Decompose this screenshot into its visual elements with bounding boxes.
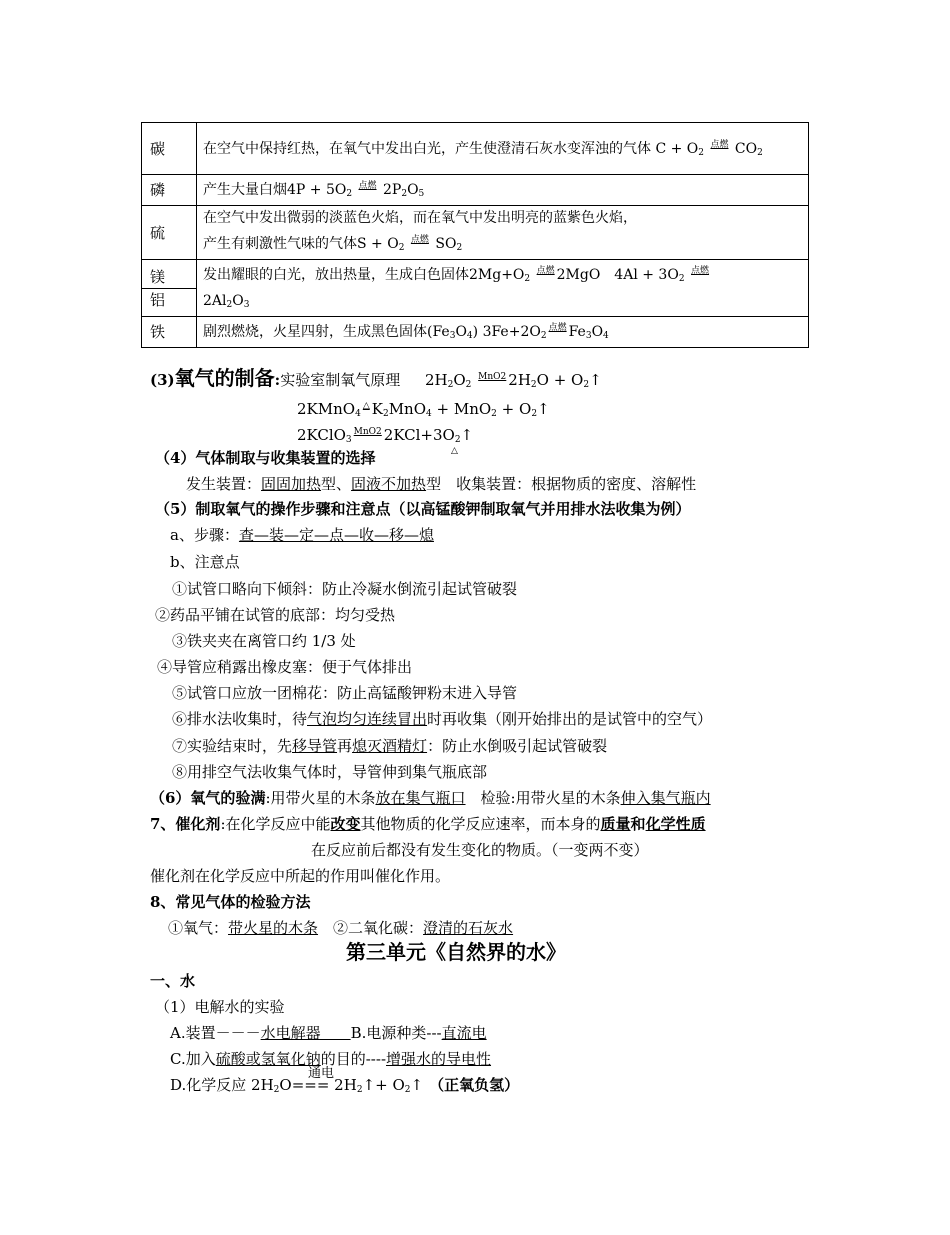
electrolysis-line-d: D.化学反应 $2H_2O===$ $2H_2↑+$ $O_2↑$ （正氧负氢） xyxy=(170,1076,520,1095)
element-cell: 铁 xyxy=(142,317,197,348)
element-cell: 碳 xyxy=(142,123,197,175)
equation-kclo3: 2KClO$_3^{MnO2}$ $2KCl+3O_2↑$ xyxy=(297,426,474,445)
note-6: ⑥排水法收集时，待气泡均匀连续冒出时再收集（刚开始排出的是试管中的空气） xyxy=(172,710,713,728)
note-2: ②药品平铺在试管的底部：均匀受热 xyxy=(155,606,396,624)
description-cell: 在空气中保持红热，在氧气中发出白光，产生使澄清石灰水变浑浊的气体 $C + O_2$ $^{点燃}$ $CO_2$ xyxy=(197,123,809,175)
section-water-heading: 一、水 xyxy=(150,972,196,990)
steps-line: a、步骤：查—装—定—点—收—移—熄 xyxy=(170,526,434,544)
heat-symbol: △ xyxy=(451,446,458,456)
section-3-heading: (3)氧气的制备:实验室制氧气原理 $2H_2O_2$ $^{MnO2}$ $2H_2O$ + $O_2↑$ xyxy=(150,366,602,390)
notes-label: b、注意点 xyxy=(170,553,240,571)
table-row xyxy=(142,260,809,317)
description-cell: 产生大量白烟$4P + 5O_2$ $^{点燃}$ $2P_2O_5$ xyxy=(197,175,809,206)
catalyst-line-2: 在反应前后都没有发生变化的物质。（一变两不变） xyxy=(311,841,649,859)
description-cell: 发出耀眼的白光，放出热量，生成白色固体$2Mg+O_2$ $^{点燃}$ 2MgO $4Al + 3O_2$ $^{点燃}$ $2Al_2O_3$ xyxy=(197,260,809,317)
note-4: ④导管应稍露出橡皮塞：便于气体排出 xyxy=(157,658,413,676)
unit-3-title: 第三单元《自然界的水》 xyxy=(346,940,566,964)
table-row xyxy=(142,123,809,175)
element-cell: 镁 铝 xyxy=(142,260,197,317)
section-8-heading: 8、常见气体的检验方法 xyxy=(150,893,311,911)
section-6: （6）氧气的验满:用带火星的木条放在集气瓶口 检验:用带火星的木条伸入集气瓶内 xyxy=(150,789,711,807)
note-3: ③铁夹夹在离管口约 1/3 处 xyxy=(172,632,356,650)
table-row xyxy=(142,206,809,260)
gas-tests-line: ①氧气：带火星的木条 ②二氧化碳：澄清的石灰水 xyxy=(168,919,514,937)
electrolysis-condition: 通电 xyxy=(308,1066,335,1081)
section-7: 7、催化剂:在化学反应中能改变其他物质的化学反应速率，而本身的质量和化学性质 xyxy=(150,815,706,833)
note-1: ①试管口略向下倾斜：防止冷凝水倒流引起试管破裂 xyxy=(172,580,518,598)
note-5: ⑤试管口应放一团棉花：防止高锰酸钾粉末进入导管 xyxy=(172,684,518,702)
electrolysis-line-ab: A.装置－－－水电解器 B.电源种类---直流电 xyxy=(170,1024,487,1042)
equation-kmno4: 2KMnO$_4$△ $K_2MnO_4 + MnO_2$ + $O_2↑$ xyxy=(297,400,550,419)
element-cell: 硫 xyxy=(142,206,197,260)
table-row xyxy=(142,317,809,348)
electrolysis-heading: （1）电解水的实验 xyxy=(155,998,285,1016)
section-4-heading: （4）气体制取与收集装置的选择 xyxy=(155,449,376,467)
description-cell: 剧烈燃烧，火星四射，生成黑色固体$(Fe_3O_4)$ $3Fe+2O_2^{点燃}$ $Fe_3O_4$ xyxy=(197,317,809,348)
section-5-heading: （5）制取氧气的操作步骤和注意点（以高锰酸钾制取氧气并用排水法收集为例） xyxy=(155,500,691,518)
combustion-table xyxy=(141,122,809,348)
note-7: ⑦实验结束时，先移导管再熄灭酒精灯：防止水倒吸引起试管破裂 xyxy=(172,737,608,755)
equation-h2o2: $2H_2O_2$ $^{MnO2}$ $2H_2O$ + $O_2↑$ xyxy=(424,371,602,390)
description-cell: 在空气中发出微弱的淡蓝色火焰，而在氧气中发出明亮的蓝紫色火焰， 产生有刺激性气味的气体$S + O_2$ $^{点燃}$ $SO_2$ xyxy=(197,206,809,260)
table-row xyxy=(142,175,809,206)
electrolysis-line-c: C.加入硫酸或氢氧化钠的目的----增强水的导电性 xyxy=(170,1050,492,1068)
catalyst-line-3: 催化剂在化学反应中所起的作用叫催化作用。 xyxy=(150,867,451,885)
element-cell: 磷 xyxy=(142,175,197,206)
note-8: ⑧用排空气法收集气体时，导管伸到集气瓶底部 xyxy=(172,763,488,781)
apparatus-line: 发生装置：固固加热型、固液不加热型 收集装置：根据物质的密度、溶解性 xyxy=(186,475,697,493)
